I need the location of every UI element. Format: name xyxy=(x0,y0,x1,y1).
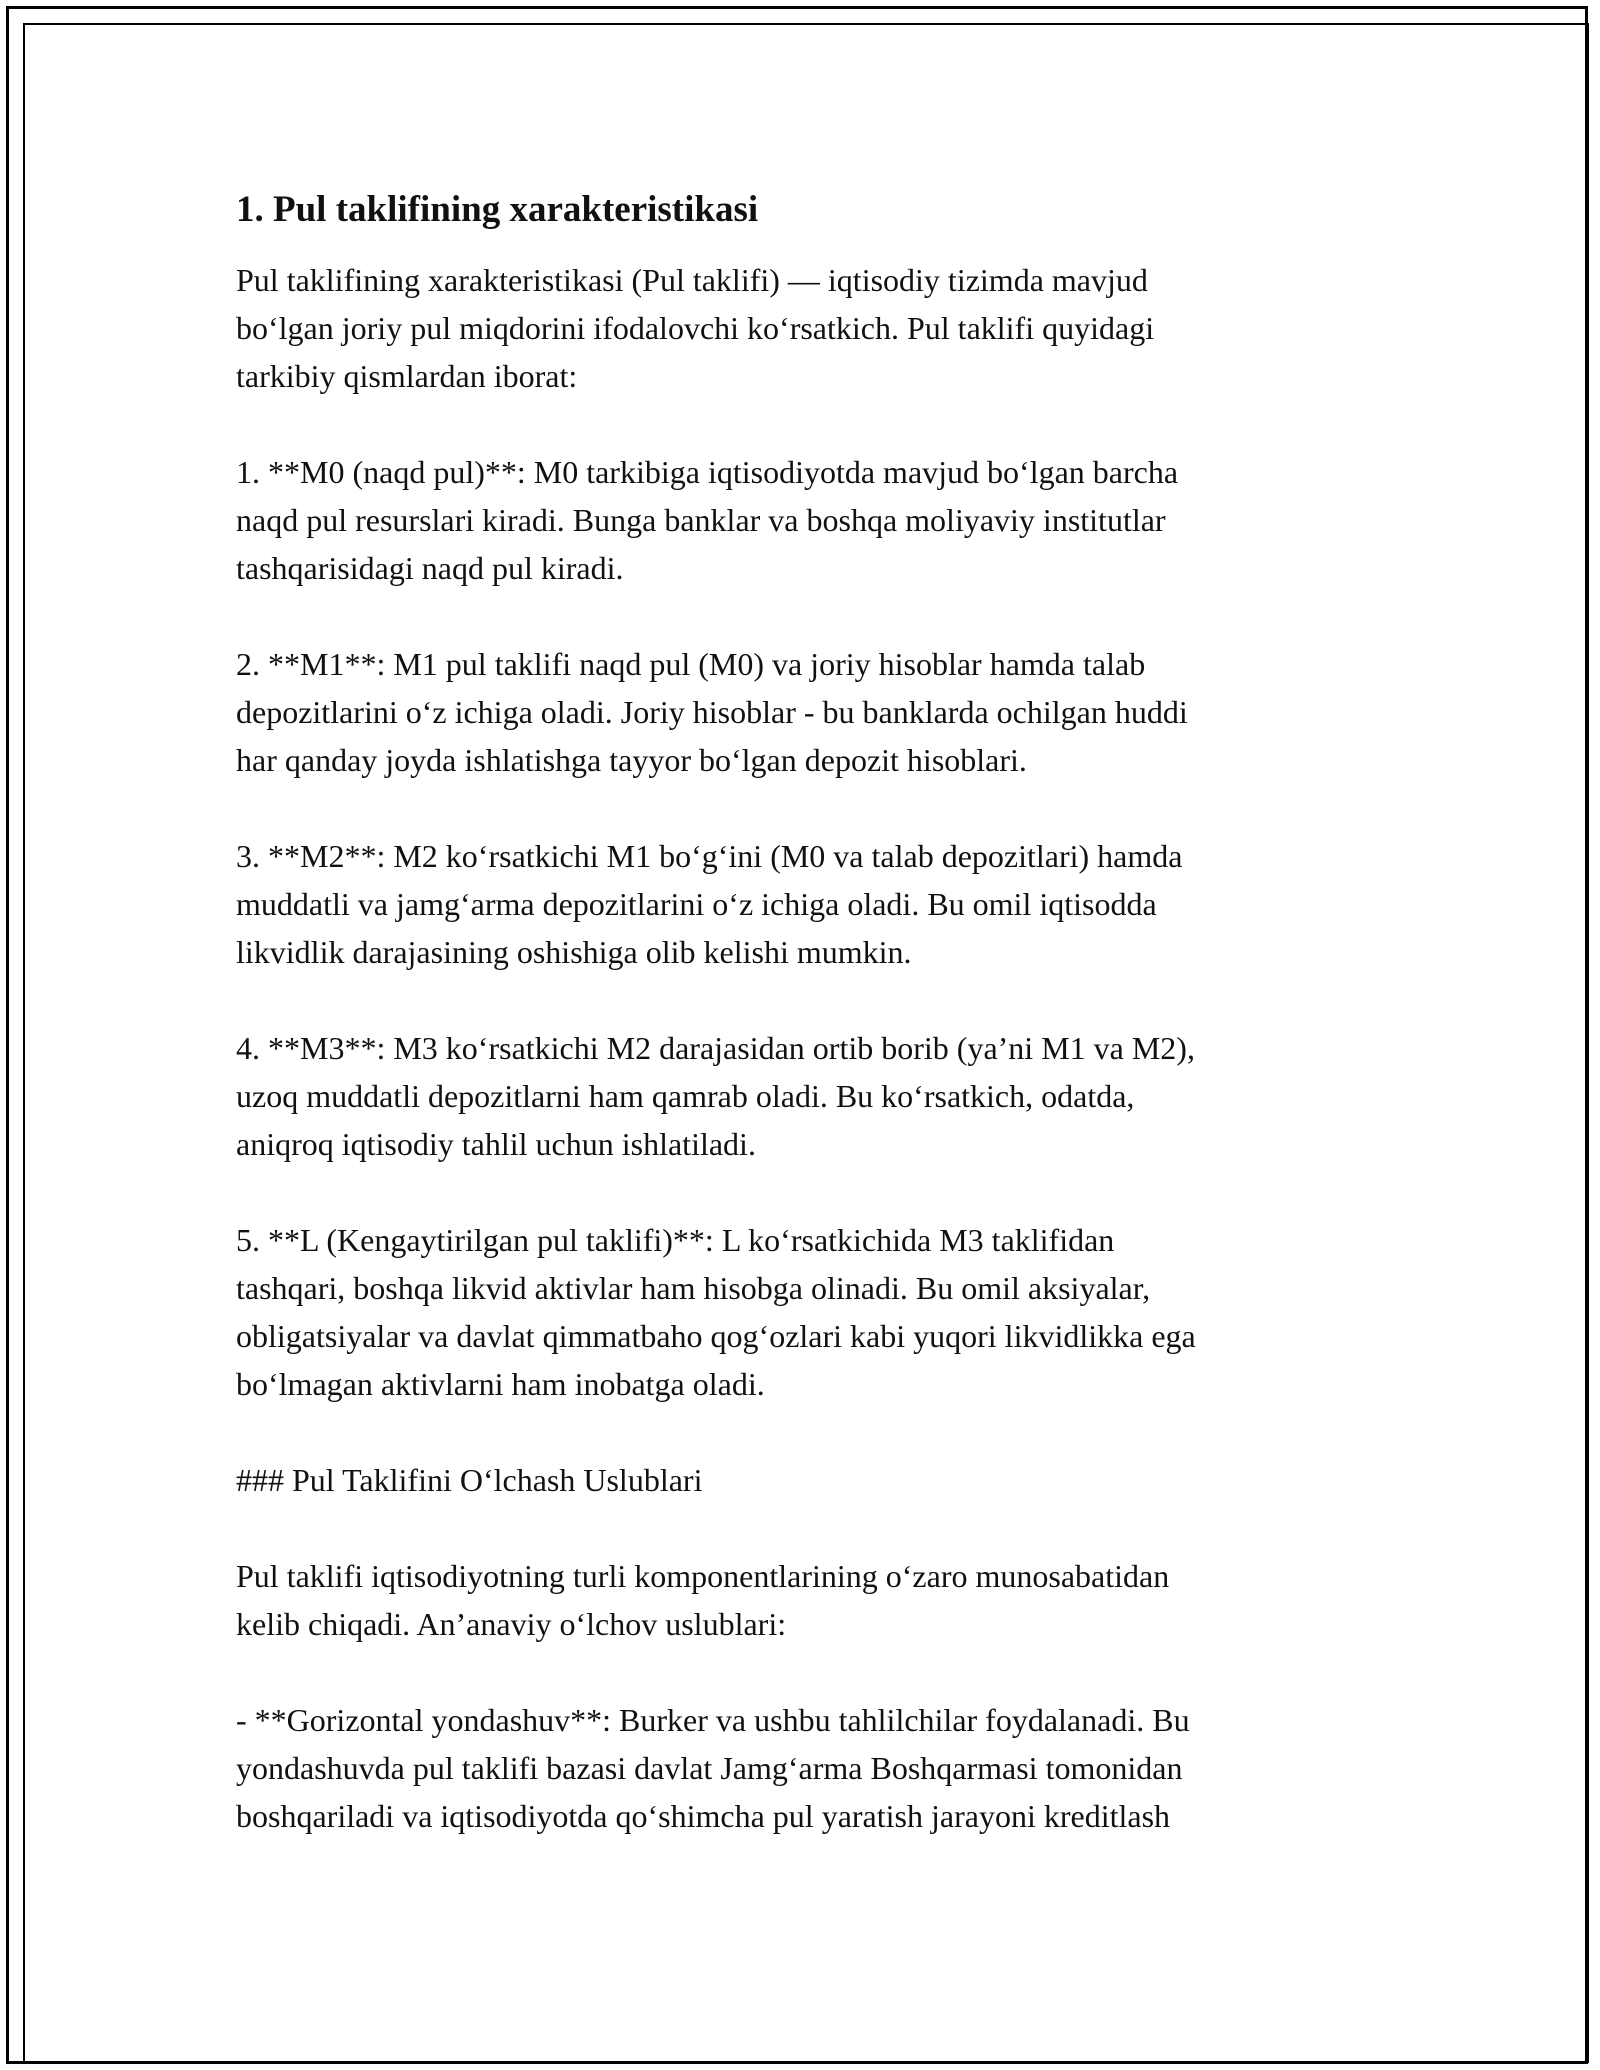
list-item-m3: 4. **M3**: M3 ko‘rsatkichi M2 darajasidan ortib borib (ya’ni M1 va M2), uzoq muddatli depozitlarni ham qamrab oladi. Bu ko‘rsatkich, odatda, aniqroq iqtisodiy tahlil uchun ishlatiladi. xyxy=(236,1030,1195,1162)
document-title: 1. Pul taklifining xarakteristikasi xyxy=(236,189,759,230)
section-intro-paragraph: Pul taklifi iqtisodiyotning turli komponentlarining o‘zaro munosabatidan kelib chiqadi. An’anaviy o‘lchov uslublari: xyxy=(236,1558,1170,1642)
document-body xyxy=(236,186,1348,1840)
bullet-item-horizontal-approach: - **Gorizontal yondashuv**: Burker va ushbu tahlilchilar foydalanadi. Bu yondashuvda pul taklifi bazasi davlat Jamg‘arma Boshqarmasi tomonidan boshqariladi va iqtisodiyotda qo‘shimcha pul yaratish jarayoni kreditlash xyxy=(236,1702,1190,1834)
section-heading: ### Pul Taklifini O‘lchash Uslublari xyxy=(236,1462,703,1498)
list-item-m2: 3. **M2**: M2 ko‘rsatkichi M1 bo‘g‘ini (M0 va talab depozitlari) hamda muddatli va jamg‘arma depozitlarini o‘z ichiga oladi. Bu omil iqtisodda likvidlik darajasining oshishiga olib kelishi mumkin. xyxy=(236,838,1183,970)
list-item-l: 5. **L (Kengaytirilgan pul taklifi)**: L ko‘rsatkichida M3 taklifidan tashqari, boshqa likvid aktivlar ham hisobga olinadi. Bu omil aksiyalar, obligatsiyalar va davlat qimmatbaho qog‘ozlari kabi yuqori likvidlikka ega bo‘lmagan aktivlarni ham inobatga oladi. xyxy=(236,1222,1196,1402)
list-item-m1: 2. **M1**: M1 pul taklifi naqd pul (M0) va joriy hisoblar hamda talab depozitlarini o‘z ichiga oladi. Joriy hisoblar - bu banklarda ochilgan huddi har qanday joyda ishlatishga tayyor bo‘lgan depozit hisoblari. xyxy=(236,646,1188,778)
list-item-m0: 1. **M0 (naqd pul)**: M0 tarkibiga iqtisodiyotda mavjud bo‘lgan barcha naqd pul resurslari kiradi. Bunga banklar va boshqa moliyaviy institutlar tashqarisidagi naqd pul kiradi. xyxy=(236,454,1179,586)
intro-paragraph: Pul taklifining xarakteristikasi (Pul taklifi) — iqtisodiy tizimda mavjud bo‘lgan joriy pul miqdorini ifodalovchi ko‘rsatkich. Pul taklifi quyidagi tarkibiy qismlardan iborat: xyxy=(236,262,1155,394)
